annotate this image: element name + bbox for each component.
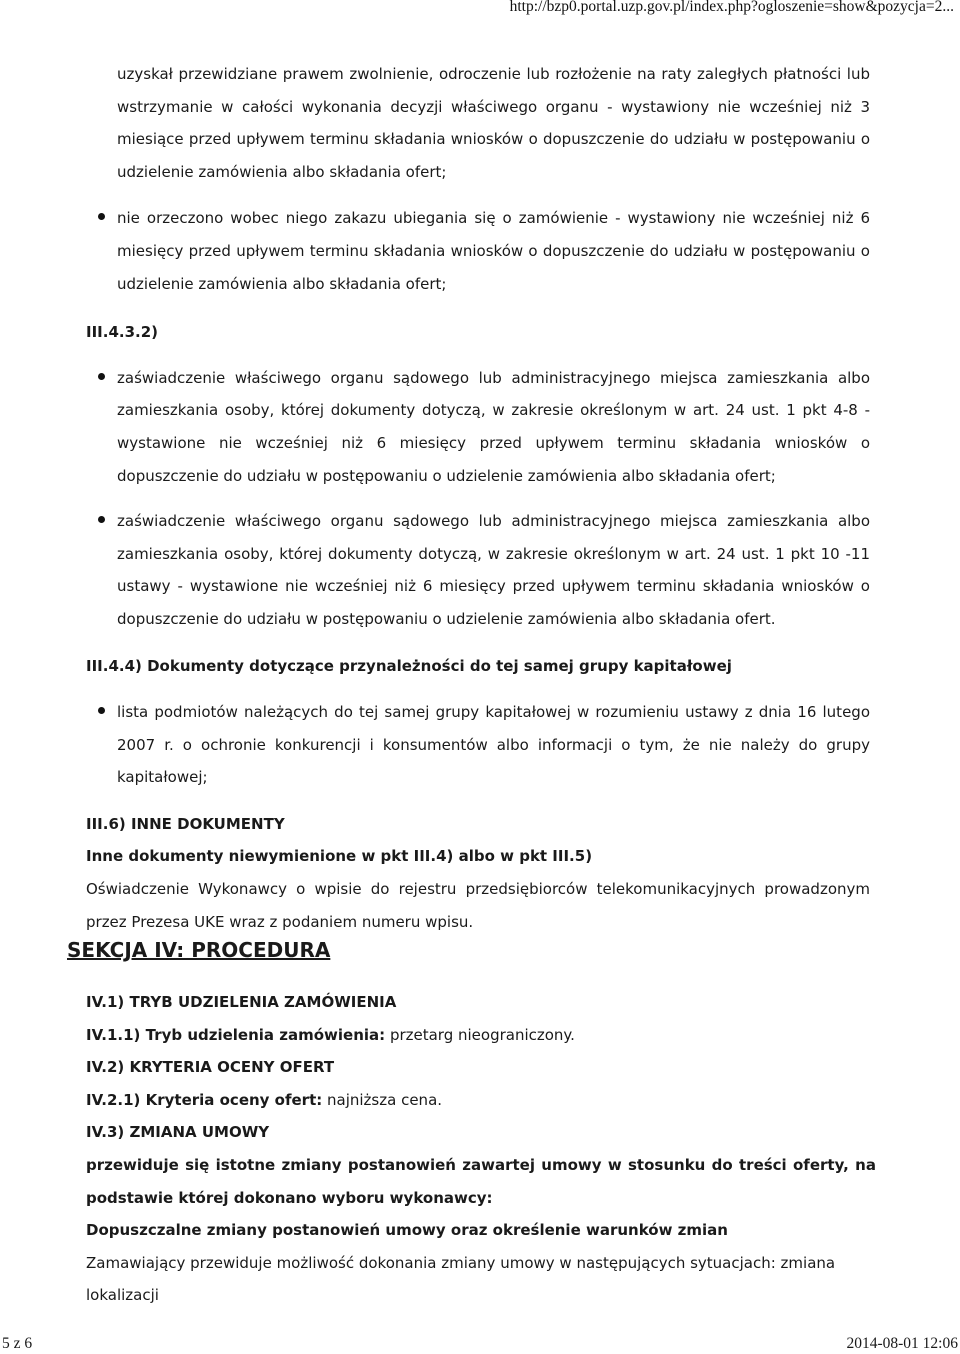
other-documents-text: Oświadczenie Wykonawcy o wpisie do rejestru przedsiębiorców telekomunikacyjnych prowadzonym przez Prezesa UKE wraz z podaniem numeru wpisu. xyxy=(86,880,870,931)
page-url: http://bzp0.portal.uzp.gov.pl/index.php?ogloszenie=show&pozycja=2... xyxy=(509,0,954,15)
list-item-text: uzyskał przewidziane prawem zwolnienie, odroczenie lub rozłożenie na raty zaległych płatności lub wstrzymanie w całości wykonania decyzji właściwego organu - wystawiony nie wcześniej niż 3 miesiące przed upływem terminu składania wniosków o dopuszczenie do udziału w postępowaniu o udzielenie zamówienia albo składania ofert; xyxy=(117,65,870,181)
page-number: 5 z 6 xyxy=(2,1335,33,1352)
iv-3-subheading: Dopuszczalne zmiany postanowień umowy oraz określenie warunków zmian xyxy=(86,1221,728,1240)
list-item xyxy=(86,202,870,300)
iv-3-heading: IV.3) ZMIANA UMOWY xyxy=(86,1123,270,1142)
iv-1-1-label: IV.1.1) Tryb udzielenia zamówienia: xyxy=(86,1025,386,1044)
list-item-text: lista podmiotów należących do tej samej grupy kapitałowej w rozumieniu ustawy z dnia 16 lutego 2007 r. o ochronie konkurencji i konsumentów albo informacji o tym, że nie należy do grupy kapitałowej; xyxy=(117,703,870,787)
capital-group-list xyxy=(86,696,870,794)
bullet-icon xyxy=(98,213,105,220)
section-heading-iii-4-3-2: III.4.3.2) xyxy=(86,323,159,342)
list-item-text: zaświadczenie właściwego organu sądowego lub administracyjnego miejsca zamieszkania albo zamieszkania osoby, której dokumenty dotyczą, w zakresie określonym w art. 24 ust. 1 pkt 4-8 - wystawione nie wcześniej niż 6 miesięcy przed upływem terminu składania wniosków o dopuszczenie do udziału w postępowaniu o udzielenie zamówienia albo składania ofert; xyxy=(117,368,870,485)
foreign-documents-list xyxy=(86,362,870,636)
iv-3-last-line: Zamawiający przewiduje możliwość dokonania zmiany umowy w następujących sytuacjach: zmiana lokalizacji xyxy=(86,1253,836,1305)
iv-1-heading: IV.1) TRYB UDZIELENIA ZAMÓWIENIA xyxy=(86,993,397,1011)
list-item xyxy=(86,58,870,188)
section-subheading-iii-6: Inne dokumenty niewymienione w pkt III.4) albo w pkt III.5) xyxy=(86,847,593,866)
iv-1-1-value: przetarg nieograniczony. xyxy=(385,1025,575,1044)
iv-2-1-label: IV.2.1) Kryteria oceny ofert: xyxy=(86,1090,323,1109)
document-body xyxy=(86,58,870,938)
bullet-icon xyxy=(98,373,105,380)
iv-3-text: przewiduje się istotne zmiany postanowień zawartej umowy w stosunku do treści oferty, na podstawie której dokonano wyboru wykonawcy: xyxy=(86,1155,876,1207)
list-item-text: nie orzeczono wobec niego zakazu ubiegania się o zamówienie - wystawiony nie wcześniej niż 6 miesięcy przed upływem terminu składania wniosków o dopuszczenie do udziału w postępowaniu o udzielenie zamówienia albo składania ofert; xyxy=(117,209,870,293)
list-item xyxy=(86,505,870,635)
iv-2-1-line xyxy=(86,1084,876,1117)
procedure-section xyxy=(86,986,876,1312)
print-datetime: 2014-08-01 12:06 xyxy=(846,1335,958,1352)
exclusion-documents-list xyxy=(86,58,870,300)
list-item xyxy=(86,362,870,492)
bullet-icon xyxy=(98,707,105,714)
section-iv-title: SEKCJA IV: PROCEDURA xyxy=(67,938,331,962)
bullet-icon xyxy=(98,516,105,523)
list-item xyxy=(86,696,870,794)
section-heading-iii-4-4: III.4.4) Dokumenty dotyczące przynależności do tej samej grupy kapitałowej xyxy=(86,656,732,675)
iv-2-1-value: najniższa cena. xyxy=(322,1090,443,1109)
section-heading-iii-6: III.6) INNE DOKUMENTY xyxy=(86,814,285,833)
iv-1-1-line xyxy=(86,1019,876,1052)
iv-2-heading: IV.2) KRYTERIA OCENY OFERT xyxy=(86,1058,335,1077)
list-item-text: zaświadczenie właściwego organu sądowego lub administracyjnego miejsca zamieszkania albo zamieszkania osoby, której dokumenty dotyczą, w zakresie określonym w art. 24 ust. 1 pkt 10 -11 ustawy - wystawione nie wcześniej niż 6 miesięcy przed upływem terminu składania wniosków o dopuszczenie do udziału w postępowaniu o udzielenie zamówienia albo składania ofert. xyxy=(117,512,870,628)
